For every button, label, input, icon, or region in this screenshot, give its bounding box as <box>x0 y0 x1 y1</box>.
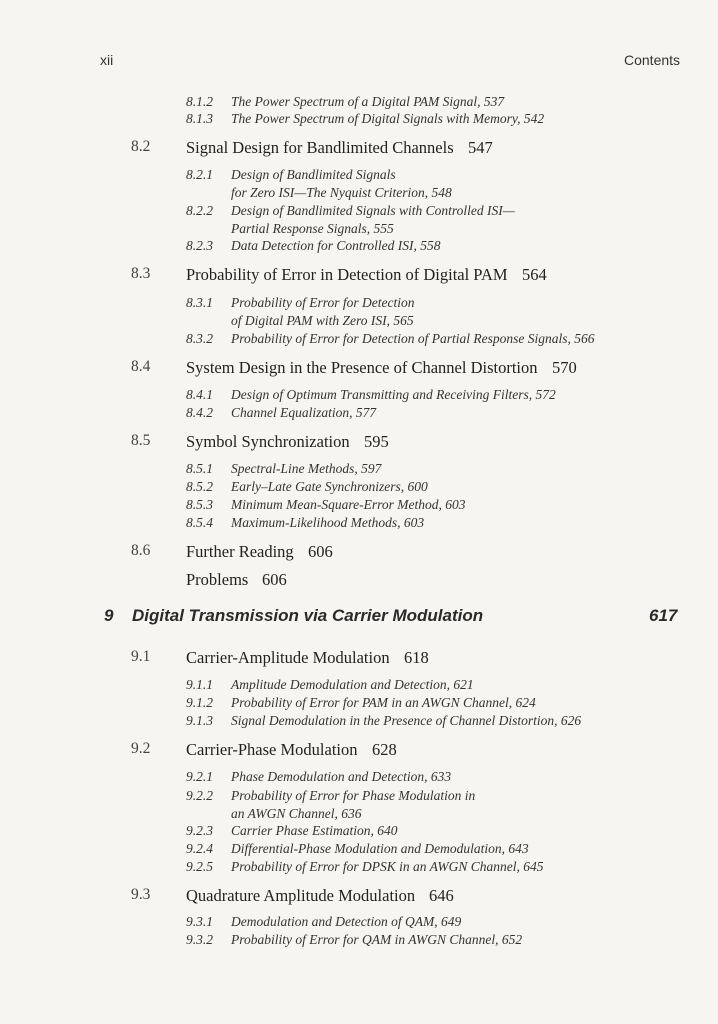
subsection-title-line: Phase Demodulation and Detection, 633 <box>231 769 452 784</box>
subsection-title-line: Differential-Phase Modulation and Demodulation, 643 <box>231 841 529 856</box>
subsection-title-line: Probability of Error for Detection of Partial Response Signals, 566 <box>231 331 595 346</box>
section-title: Quadrature Amplitude Modulation <box>186 886 416 905</box>
section-number: 8.2 <box>131 138 151 155</box>
subsection-title-line: of Digital PAM with Zero ISI, 565 <box>231 313 414 328</box>
subsection-number: 9.2.5 <box>186 859 213 874</box>
subsection-title-line: Data Detection for Controlled ISI, 558 <box>231 238 441 253</box>
subsection-title-line: for Zero ISI—The Nyquist Criterion, 548 <box>231 185 452 200</box>
subsection-number: 8.4.2 <box>186 405 213 420</box>
subsection-title-line: Design of Bandlimited Signals <box>231 167 396 182</box>
section-page: 628 <box>372 740 397 759</box>
section-title: Signal Design for Bandlimited Channels <box>186 138 454 157</box>
chapter-page: 617 <box>649 606 678 625</box>
section-title: Symbol Synchronization <box>186 432 350 451</box>
subsection-title-line: Spectral-Line Methods, 597 <box>231 461 382 476</box>
subsection-title-line: Probability of Error for QAM in AWGN Channel, 652 <box>231 932 523 947</box>
subsection-number: 9.2.4 <box>186 841 213 856</box>
subsection-number: 8.5.2 <box>186 479 213 494</box>
subsection-number: 8.2.2 <box>186 203 213 218</box>
section-number: 9.1 <box>131 648 151 665</box>
subsection-title-line: Probability of Error for Phase Modulation in <box>231 788 476 803</box>
section-number: 9.2 <box>131 740 151 757</box>
subsection-number: 9.2.1 <box>186 769 213 784</box>
running-title: Contents <box>624 52 681 68</box>
subsection-title-line: Carrier Phase Estimation, 640 <box>231 823 398 838</box>
subsection-number: 8.5.1 <box>186 461 213 476</box>
section-title: Carrier-Phase Modulation <box>186 740 358 759</box>
subsection-number: 9.2.3 <box>186 823 213 838</box>
section-page: 570 <box>552 358 577 377</box>
subsection-number: 8.5.4 <box>186 515 213 530</box>
section-number: 8.4 <box>131 358 151 375</box>
subsection-title-line: Demodulation and Detection of QAM, 649 <box>231 914 462 929</box>
section-title: System Design in the Presence of Channel Distortion <box>186 358 538 377</box>
subsection-number: 8.2.1 <box>186 167 213 182</box>
subsection-number: 8.1.2 <box>186 94 213 109</box>
section-page: 595 <box>364 432 389 451</box>
subsection-number: 8.3.1 <box>186 295 213 310</box>
section-page: 606 <box>262 570 287 589</box>
subsection-title-line: Design of Bandlimited Signals with Controlled ISI— <box>231 203 515 218</box>
section-title: Problems <box>186 570 249 589</box>
subsection-title-line: Early–Late Gate Synchronizers, 600 <box>231 479 428 494</box>
chapter-number: 9 <box>104 606 114 625</box>
subsection-title-line: Channel Equalization, 577 <box>231 405 377 420</box>
chapter-title: Digital Transmission via Carrier Modulation <box>132 606 484 625</box>
subsection-title-line: The Power Spectrum of Digital Signals with Memory, 542 <box>231 111 545 126</box>
section-number: 8.5 <box>131 432 151 449</box>
section-title: Probability of Error in Detection of Digital PAM <box>186 265 508 284</box>
section-page: 646 <box>429 886 454 905</box>
subsection-number: 8.4.1 <box>186 387 213 402</box>
subsection-title-line: The Power Spectrum of a Digital PAM Signal, 537 <box>231 94 505 109</box>
subsection-number: 9.1.3 <box>186 713 213 728</box>
subsection-title-line: Probability of Error for PAM in an AWGN Channel, 624 <box>231 695 536 710</box>
section-number: 9.3 <box>131 886 151 903</box>
subsection-title-line: Minimum Mean-Square-Error Method, 603 <box>231 497 466 512</box>
subsection-number: 9.2.2 <box>186 788 213 803</box>
section-page: 564 <box>522 265 547 284</box>
section-title: Further Reading <box>186 542 294 561</box>
subsection-title-line: Partial Response Signals, 555 <box>231 221 394 236</box>
subsection-title-line: Amplitude Demodulation and Detection, 621 <box>231 677 474 692</box>
subsection-number: 9.3.2 <box>186 932 213 947</box>
subsection-number: 8.2.3 <box>186 238 213 253</box>
subsection-title-line: Signal Demodulation in the Presence of Channel Distortion, 626 <box>231 713 582 728</box>
section-page: 606 <box>308 542 333 561</box>
subsection-number: 8.5.3 <box>186 497 213 512</box>
subsection-number: 8.1.3 <box>186 111 213 126</box>
section-page: 547 <box>468 138 493 157</box>
subsection-title-line: Probability of Error for DPSK in an AWGN Channel, 645 <box>231 859 544 874</box>
section-number: 8.6 <box>131 542 151 559</box>
subsection-title-line: Probability of Error for Detection <box>231 295 415 310</box>
subsection-number: 9.3.1 <box>186 914 213 929</box>
section-number: 8.3 <box>131 265 151 282</box>
section-page: 618 <box>404 648 429 667</box>
subsection-number: 9.1.1 <box>186 677 213 692</box>
page-number: xii <box>100 52 114 68</box>
subsection-number: 8.3.2 <box>186 331 213 346</box>
subsection-title-line: Maximum-Likelihood Methods, 603 <box>231 515 425 530</box>
subsection-title-line: an AWGN Channel, 636 <box>231 806 362 821</box>
subsection-title-line: Design of Optimum Transmitting and Receiving Filters, 572 <box>231 387 556 402</box>
section-title: Carrier-Amplitude Modulation <box>186 648 390 667</box>
subsection-number: 9.1.2 <box>186 695 213 710</box>
